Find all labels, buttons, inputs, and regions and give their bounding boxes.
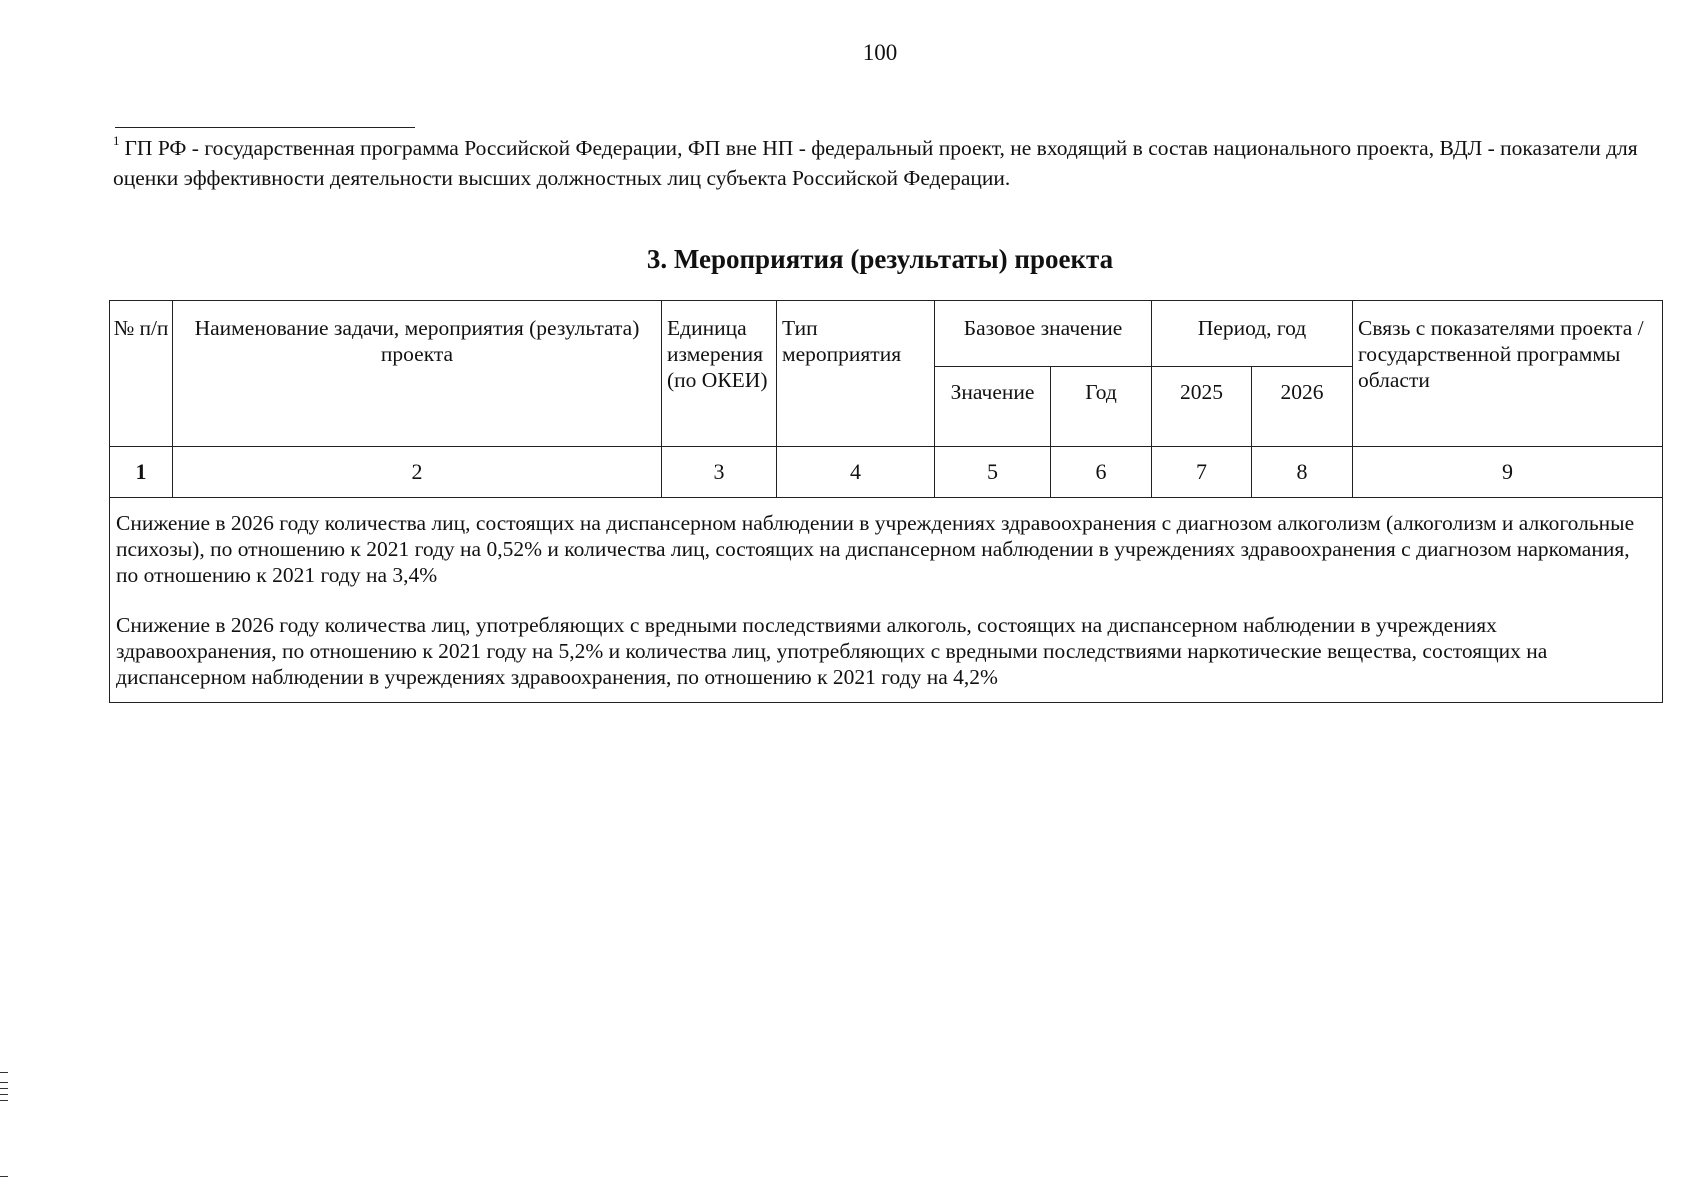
column-number: 2 [173,447,662,498]
section-title: 3. Мероприятия (результаты) проекта [646,244,1114,274]
footnote-marker: 1 [113,133,120,148]
column-number: 3 [662,447,777,498]
task-row [110,498,1663,703]
task-description [110,498,1663,703]
header-base-year: Год [1051,367,1152,447]
scan-edge-marks [0,1072,8,1184]
header-link: Связь с показателями проекта / государственной программы области [1353,301,1663,447]
footnote [113,126,1653,193]
header-row [110,301,1663,367]
header-name: Наименование задачи, мероприятия (результата) проекта [173,301,662,447]
header-type: Тип мероприятия [777,301,935,447]
task-paragraph: Снижение в 2026 году количества лиц, состоящих на диспансерном наблюдении в учреждениях здравоохранения с диагнозом алкоголизм (алкоголизм и алкогольные психозы), по отношению к 2021 году на 0,52% и количества лиц, состоящих на диспансерном наблюдении в учреждениях здравоохранения с диагнозом наркомания, по отношению к 2021 году на 3,4% [116,511,1635,587]
column-number: 6 [1051,447,1152,498]
column-number: 7 [1152,447,1252,498]
header-num: № п/п [110,301,173,447]
column-number: 4 [777,447,935,498]
header-period: Период, год [1152,301,1353,367]
footnote-text: ГП РФ - государственная программа Российской Федерации, ФП вне НП - федеральный проект, не входящий в состав национального проекта, ВДЛ - показатели для оценки эффективности деятельности высших должностных лиц субъекта Российской Федерации. [113,136,1638,190]
task-paragraph: Снижение в 2026 году количества лиц, употребляющих с вредными последствиями алкоголь, состоящих на диспансерном наблюдении в учреждениях здравоохранения, по отношению к 2021 году на 5,2% и количества лиц, употребляющих с вредными последствиями наркотические вещества, состоящих на диспансерном наблюдении в учреждениях здравоохранения, по отношению к 2021 году на 4,2% [116,613,1548,689]
header-unit: Единица измерения (по ОКЕИ) [662,301,777,447]
project-activities-table [109,300,1663,703]
column-number: 5 [935,447,1051,498]
column-number-row [110,447,1663,498]
column-number: 1 [110,447,173,498]
header-year-2025: 2025 [1152,367,1252,447]
page-number: 100 [862,40,898,65]
header-base-value: Значение [935,367,1051,447]
column-number: 8 [1252,447,1353,498]
header-base: Базовое значение [935,301,1152,367]
header-year-2026: 2026 [1252,367,1353,447]
column-number: 9 [1353,447,1663,498]
